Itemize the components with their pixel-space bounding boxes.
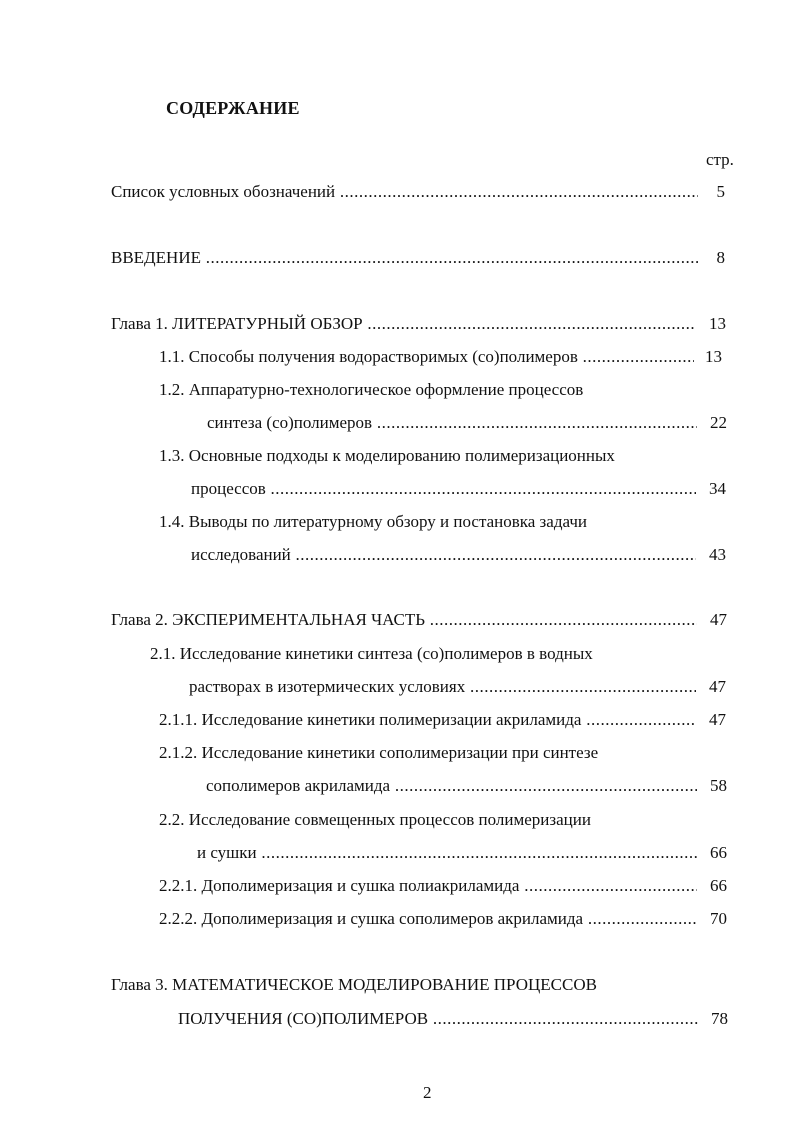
page-number: 2 (423, 1083, 432, 1102)
page-title: СОДЕРЖАНИЕ (166, 98, 300, 118)
toc-entry-page: 13 (705, 347, 722, 366)
toc-entry-page: 58 (710, 776, 727, 795)
toc-entry-text: ВВЕДЕНИЕ ..... (111, 247, 698, 269)
toc-entry-text: 2.2.1. Дополимеризация и сушка полиакриламида ..... (159, 875, 697, 897)
toc-entry-text: 2.2.2. Дополимеризация и сушка сополимеров акриламида ..... (159, 908, 697, 930)
page-column-label: стр. (706, 150, 734, 169)
toc-entry-text: 2.1. Исследование кинетики синтеза (со)полимеров в водных (150, 644, 593, 663)
toc-entry-text: ПОЛУЧЕНИЯ (СО)ПОЛИМЕРОВ ..... (178, 1008, 698, 1030)
toc-entry-text: 2.1.2. Исследование кинетики сополимеризации при синтезе (159, 743, 599, 762)
toc-entry-text: 1.1. Способы получения водорастворимых (со)полимеров ..... (159, 346, 694, 368)
toc-entry-text: процессов ..... (191, 478, 696, 500)
toc-entry-text: растворах в изотермических условиях ..... (189, 676, 696, 698)
toc-entry-text: синтеза (со)полимеров ..... (207, 412, 697, 434)
toc-entry-page: 66 (710, 843, 727, 862)
toc-entry-page: 47 (710, 610, 727, 629)
toc-entry-page: 34 (709, 479, 726, 498)
toc-entry-text: и сушки ..... (197, 842, 697, 864)
toc-entry-text: Глава 2. ЭКСПЕРИМЕНТАЛЬНАЯ ЧАСТЬ ..... (111, 609, 697, 631)
toc-entry-page: 5 (716, 182, 725, 201)
toc-entry-page: 8 (716, 248, 725, 267)
toc-entry-text: Глава 3. МАТЕМАТИЧЕСКОЕ МОДЕЛИРОВАНИЕ ПРОЦЕССОВ (111, 975, 597, 994)
toc-entry-text: 1.2. Аппаратурно-технологическое оформление процессов (159, 380, 584, 399)
toc-entry-text: сополимеров акриламида ..... (206, 775, 697, 797)
toc-entry-page: 13 (709, 314, 726, 333)
toc-entry-text: исследований ..... (191, 544, 696, 566)
toc-entry-text: 2.2. Исследование совмещенных процессов полимеризации (159, 810, 591, 829)
toc-entry-page: 78 (711, 1009, 728, 1028)
toc-entry-page: 47 (709, 710, 726, 729)
toc-entry-page: 43 (709, 545, 726, 564)
toc-entry-page: 70 (710, 909, 727, 928)
toc-entry-page: 47 (709, 677, 726, 696)
toc-entry-text: 2.1.1. Исследование кинетики полимеризации акриламида ..... (159, 709, 696, 731)
toc-entry-text: 1.4. Выводы по литературному обзору и постановка задачи (159, 512, 587, 531)
toc-entry-text: Глава 1. ЛИТЕРАТУРНЫЙ ОБЗОР ..... (111, 313, 696, 335)
toc-entry-text: Список условных обозначений ..... (111, 181, 698, 203)
toc-entry-text: 1.3. Основные подходы к моделированию полимеризационных (159, 446, 615, 465)
toc-entry-page: 22 (710, 413, 727, 432)
toc-entry-page: 66 (710, 876, 727, 895)
